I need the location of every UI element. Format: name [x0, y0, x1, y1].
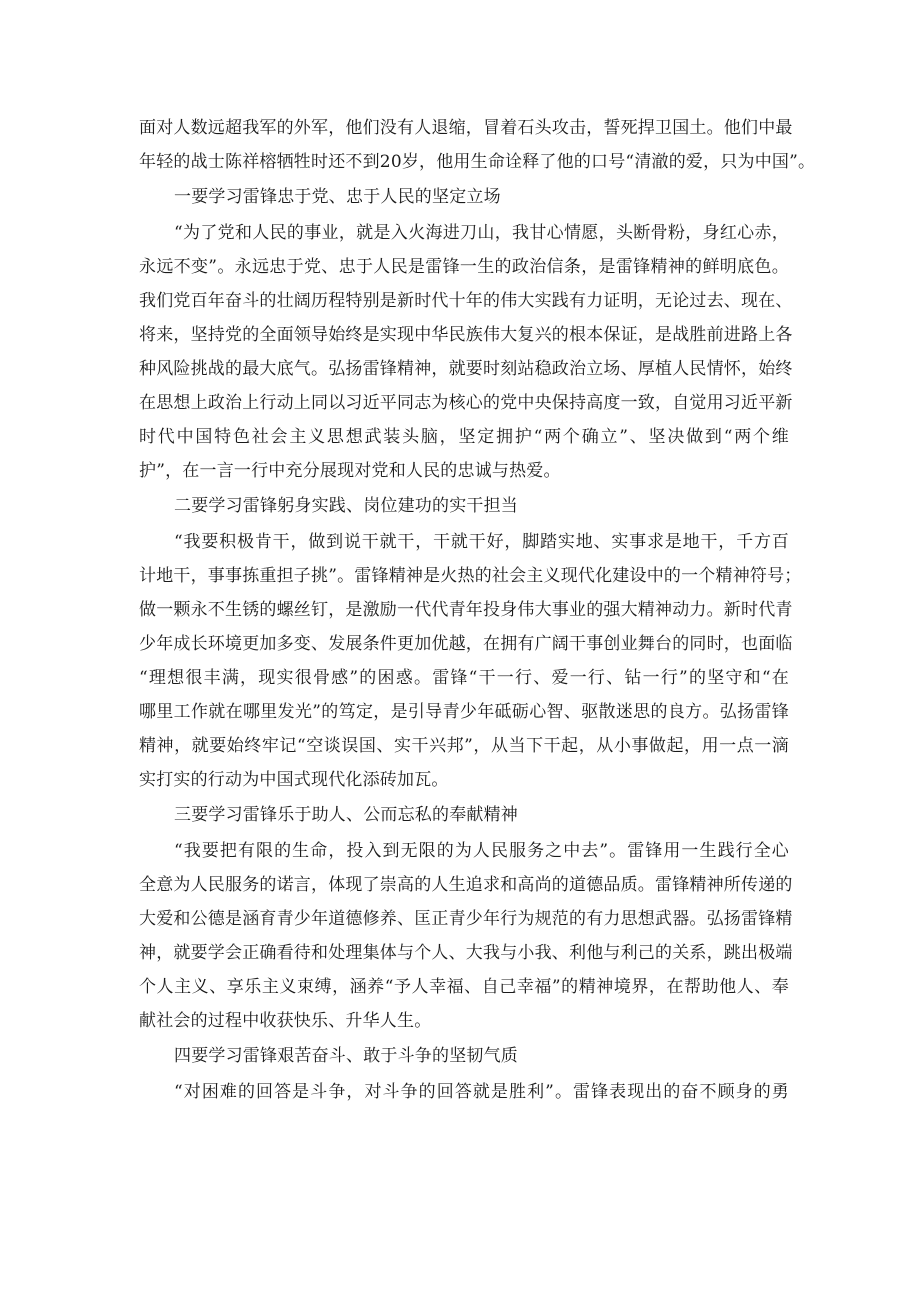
body-text-line: 时代中国特色社会主义思想武装头脑，坚定拥护“两个确立”、坚决做到“两个维	[139, 427, 789, 447]
body-text-line: 做一颗永不生锈的螺丝钉，是激励一代代青年投身伟大事业的强大精神动力。新时代青	[139, 600, 793, 620]
body-text-line: 全意为人民服务的诺言，体现了崇高的人生追求和高尚的道德品质。雷锋精神所传递的	[139, 875, 793, 895]
body-text-line: 计地干，事事拣重担子挑”。雷锋精神是火热的社会主义现代化建设中的一个精神符号；	[139, 566, 802, 586]
body-text-line: 少年成长环境更加多变、发展条件更加优越，在拥有广阔干事创业舞台的同时，也面临	[139, 634, 793, 654]
section-heading: 二要学习雷锋躬身实践、岗位建功的实干担当	[174, 496, 518, 516]
section-heading: 四要学习雷锋艰苦奋斗、敢于斗争的坚韧气质	[174, 1046, 518, 1066]
body-text-line: “对困难的回答是斗争，对斗争的回答就是胜利”。雷锋表现出的奋不顾身的勇	[174, 1082, 789, 1102]
body-text-line: 护”，在一言一行中充分展现对党和人民的忠诚与热爱。	[139, 461, 561, 481]
body-text-line: 将来，坚持党的全面领导始终是实现中华民族伟大复兴的根本保证，是战胜前进路上各	[139, 325, 793, 345]
section-heading: 三要学习雷锋乐于助人、公而忘私的奉献精神	[174, 805, 518, 825]
body-text-line: “我要积极肯干，做到说干就干，干就干好，脚踏实地、实事求是地干，千方百	[174, 532, 789, 552]
section-heading: 一要学习雷锋忠于党、忠于人民的坚定立场	[174, 187, 501, 207]
body-text-line: 大爱和公德是涵育青少年道德修养、匡正青少年行为规范的有力思想武器。弘扬雷锋精	[139, 909, 793, 929]
body-text-line: 个人主义、享乐主义束缚，涵养“予人幸福、自己幸福”的精神境界，在帮助他人、奉	[139, 977, 789, 997]
body-text-line: 种风险挑战的最大底气。弘扬雷锋精神，就要时刻站稳政治立场、厚植人民情怀，始终	[139, 359, 793, 379]
body-text-line: 面对人数远超我军的外军，他们没有人退缩，冒着石头攻击，誓死捍卫国土。他们中最	[139, 118, 793, 138]
body-text-line: 献社会的过程中收获快乐、升华人生。	[139, 1011, 432, 1031]
body-text-line: “为了党和人民的事业，就是入火海进刀山，我甘心情愿，头断骨粉，身红心赤，	[174, 223, 789, 243]
body-text-line: 哪里工作就在哪里发光”的笃定，是引导青少年砥砺心智、驱散迷思的良方。弘扬雷锋	[139, 702, 789, 722]
body-text-line: 精神，就要始终牢记“空谈误国、实干兴邦”，从当下干起，从小事做起，用一点一滴	[139, 736, 789, 756]
body-text-line: 在思想上政治上行动上同以习近平同志为核心的党中央保持高度一致，自觉用习近平新	[139, 393, 793, 413]
body-text-line: 神，就要学会正确看待和处理集体与个人、大我与小我、利他与利己的关系，跳出极端	[139, 943, 793, 963]
body-text-line: 我们党百年奋斗的壮阔历程特别是新时代十年的伟大实践有力证明，无论过去、现在、	[139, 291, 793, 311]
body-text-line: 永远不变”。永远忠于党、忠于人民是雷锋一生的政治信条，是雷锋精神的鲜明底色。	[139, 257, 789, 277]
body-text-line: “我要把有限的生命，投入到无限的为人民服务之中去”。雷锋用一生践行全心	[174, 841, 789, 861]
body-text-line: 实打实的行动为中国式现代化添砖加瓦。	[139, 770, 449, 790]
body-text-line: 年轻的战士陈祥榕牺牲时还不到20岁，他用生命诠释了他的口号“清澈的爱，只为中国”。	[139, 152, 816, 172]
body-text-line: “理想很丰满，现实很骨感”的困惑。雷锋“干一行、爱一行、钻一行”的坚守和“在	[139, 668, 789, 688]
